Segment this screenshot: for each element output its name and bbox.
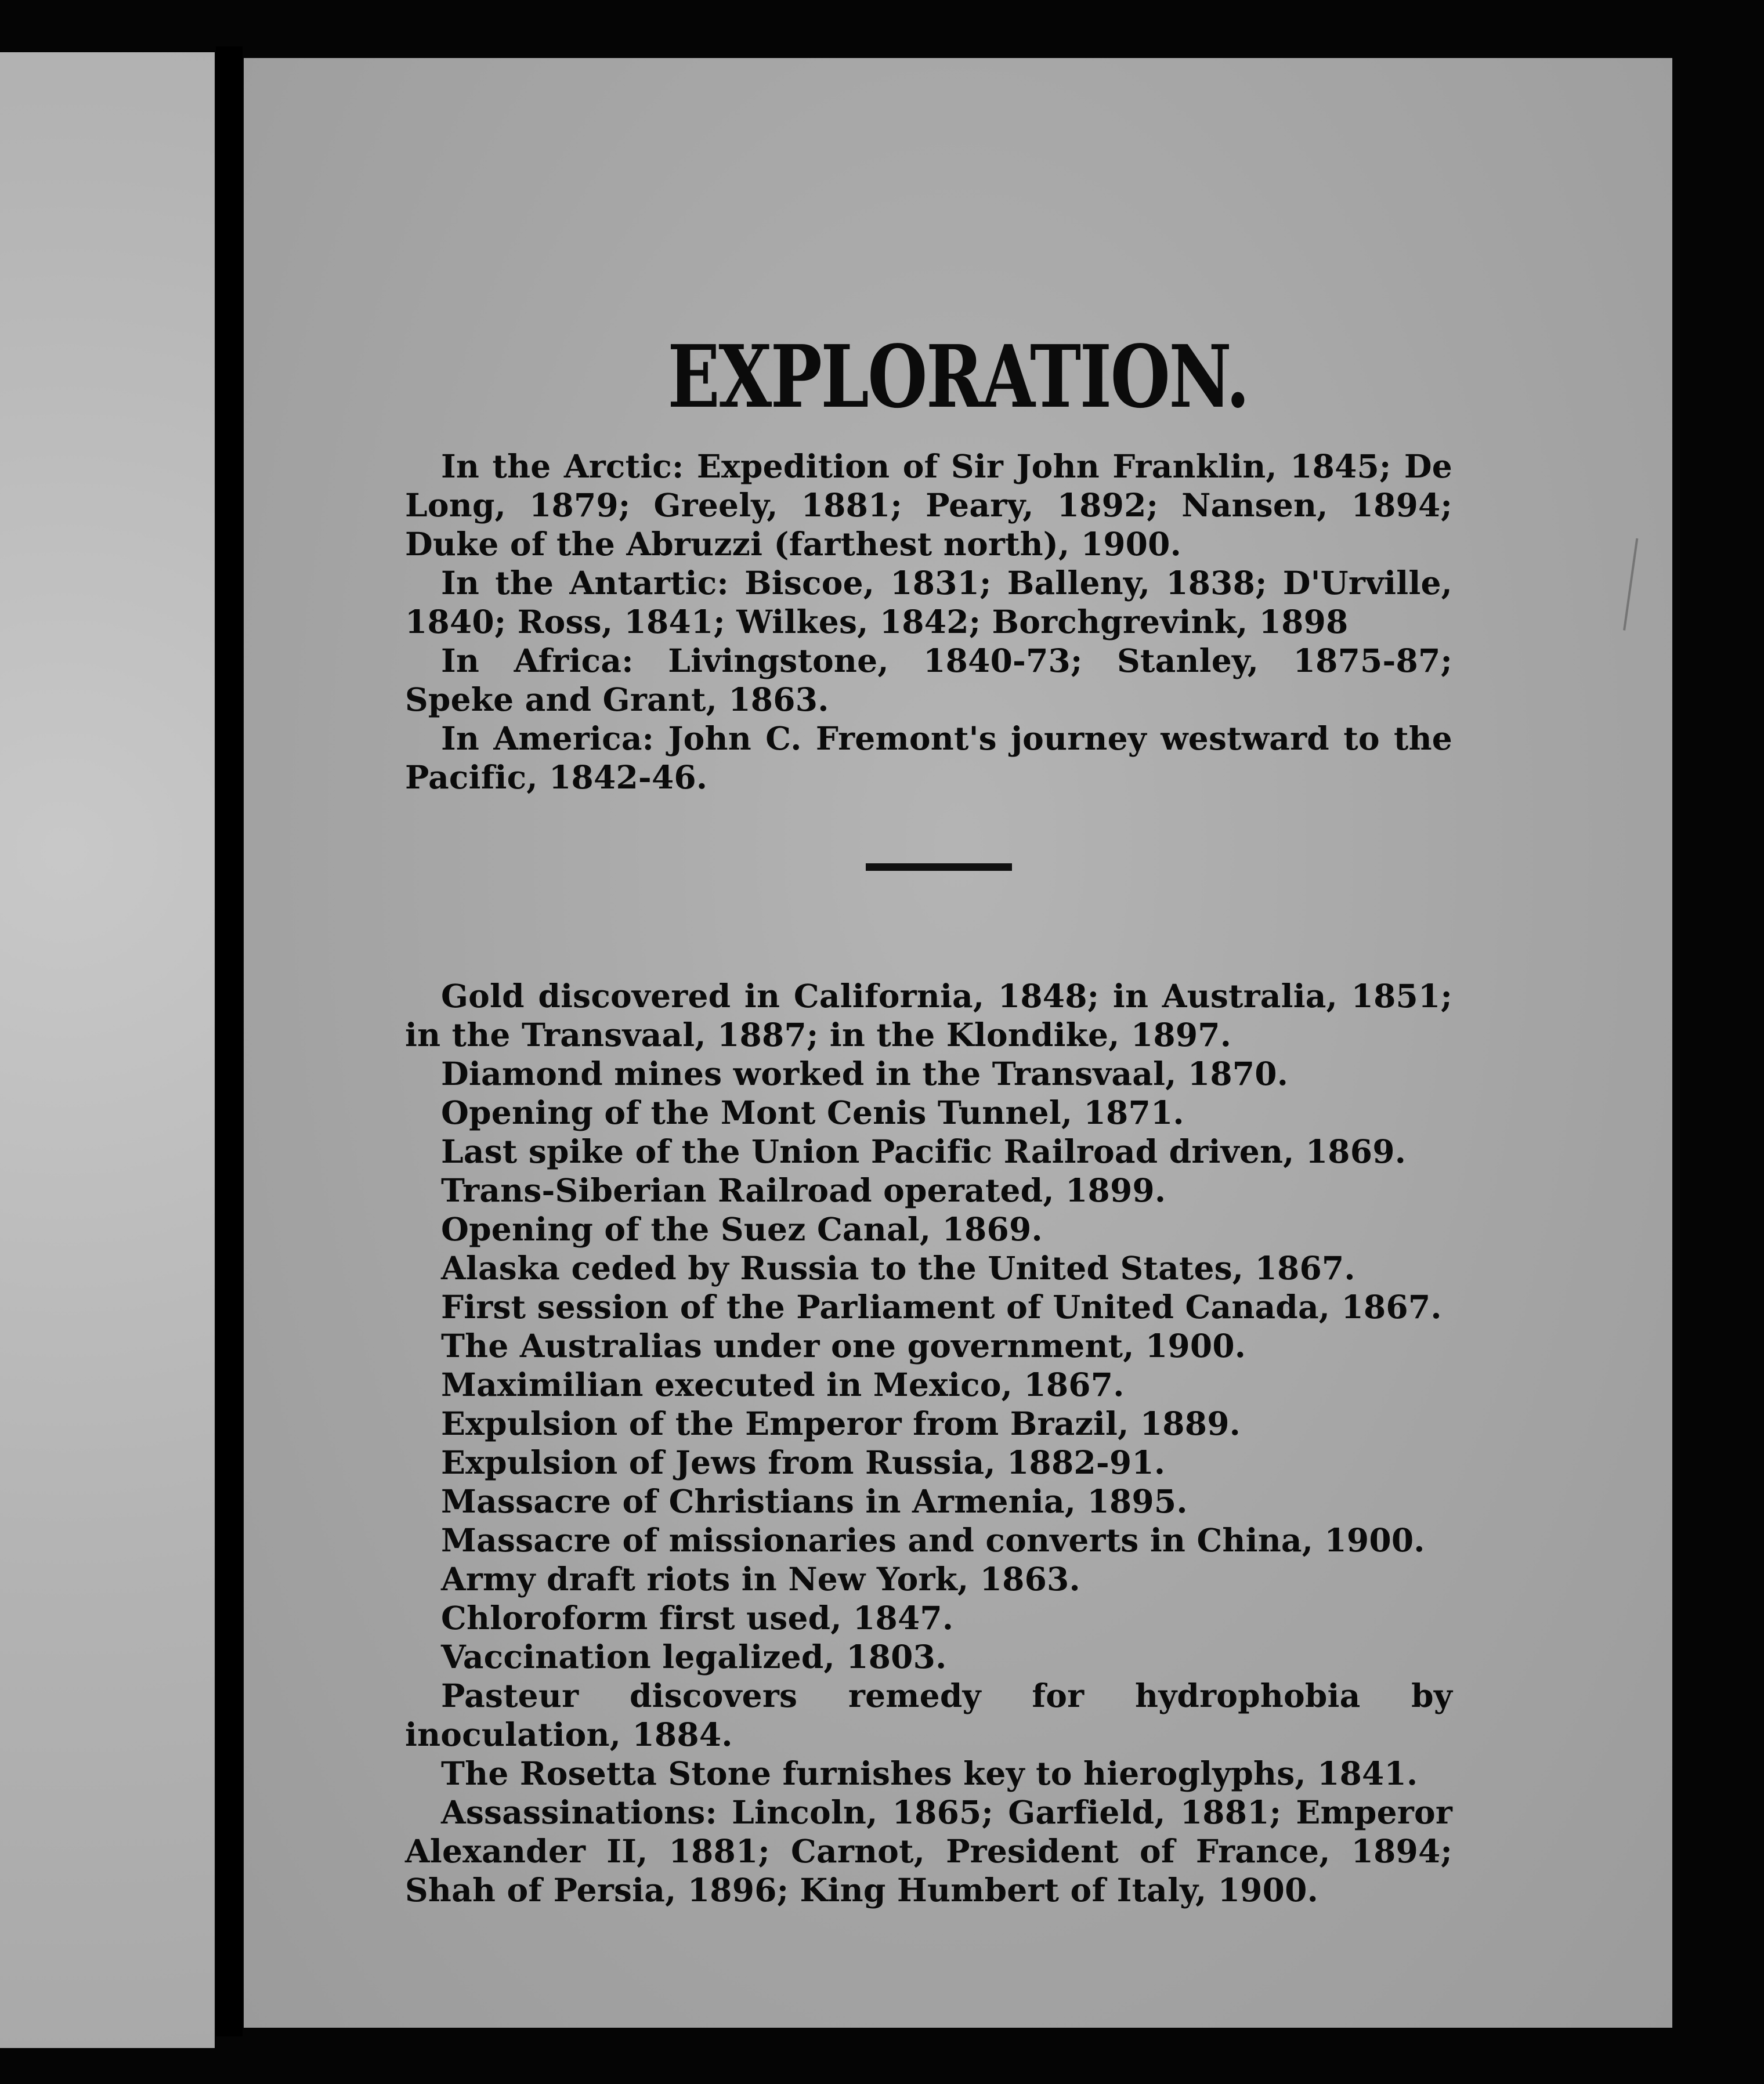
exploration-africa: In Africa: Livingstone, 1840-73; Stanley, 1875-87; Speke and Grant, 1863. bbox=[405, 642, 1452, 718]
event-item: The Rosetta Stone furnishes key to hieroglyphs, 1841. bbox=[441, 1754, 1418, 1792]
exploration-section bbox=[405, 447, 1452, 797]
event-item: Gold discovered in California, 1848; in Australia, 1851; in the Transvaal, 1887; in the Klondike, 1897. bbox=[405, 977, 1452, 1054]
event-item: Assassinations: Lincoln, 1865; Garfield, 1881; Emperor Alexander II, 1881; Carnot, President of France, 1894; Shah of Persia, 1896; King Humbert of Italy, 1900. bbox=[405, 1793, 1452, 1909]
event-item: Chloroform first used, 1847. bbox=[441, 1599, 954, 1637]
event-item: First session of the Parliament of United Canada, 1867. bbox=[441, 1288, 1442, 1326]
event-item: Vaccination legalized, 1803. bbox=[441, 1638, 947, 1676]
event-item: Army draft riots in New York, 1863. bbox=[441, 1560, 1080, 1598]
event-item: Massacre of Christians in Armenia, 1895. bbox=[441, 1482, 1188, 1520]
event-item: The Australias under one government, 1900. bbox=[441, 1327, 1246, 1365]
section-divider bbox=[866, 863, 1012, 871]
event-item: Expulsion of the Emperor from Brazil, 1889. bbox=[441, 1405, 1241, 1442]
previous-page-margin bbox=[0, 52, 215, 2048]
event-item: Alaska ceded by Russia to the United States, 1867. bbox=[441, 1249, 1355, 1287]
event-item: Pasteur discovers remedy for hydrophobia by inoculation, 1884. bbox=[405, 1677, 1452, 1753]
paper-blemish bbox=[1623, 538, 1661, 634]
event-item: Opening of the Mont Cenis Tunnel, 1871. bbox=[441, 1094, 1184, 1131]
event-item: Diamond mines worked in the Transvaal, 1870. bbox=[441, 1055, 1289, 1092]
event-item: Expulsion of Jews from Russia, 1882-91. bbox=[441, 1443, 1166, 1481]
event-item: Maximilian executed in Mexico, 1867. bbox=[441, 1366, 1125, 1403]
page-title: EXPLORATION. bbox=[667, 326, 1249, 427]
page-gutter bbox=[216, 46, 243, 2036]
exploration-arctic: In the Arctic: Expedition of Sir John Franklin, 1845; De Long, 1879; Greely, 1881; Peary, 1892; Nansen, 1894; Duke of the Abruzzi (farthest north), 1900. bbox=[405, 447, 1452, 563]
event-item: Last spike of the Union Pacific Railroad driven, 1869. bbox=[441, 1133, 1407, 1170]
event-item: Opening of the Suez Canal, 1869. bbox=[441, 1210, 1043, 1248]
document-page bbox=[244, 58, 1672, 2028]
event-item: Massacre of missionaries and converts in China, 1900. bbox=[441, 1521, 1425, 1559]
exploration-antarctic: In the Antartic: Biscoe, 1831; Balleny, 1838; D'Urville, 1840; Ross, 1841; Wilkes, 1842; Borchgrevink, 1898 bbox=[405, 564, 1452, 641]
exploration-america: In America: John C. Fremont's journey westward to the Pacific, 1842-46. bbox=[405, 719, 1452, 796]
event-item: Trans-Siberian Railroad operated, 1899. bbox=[441, 1171, 1166, 1209]
events-list bbox=[405, 976, 1452, 1909]
